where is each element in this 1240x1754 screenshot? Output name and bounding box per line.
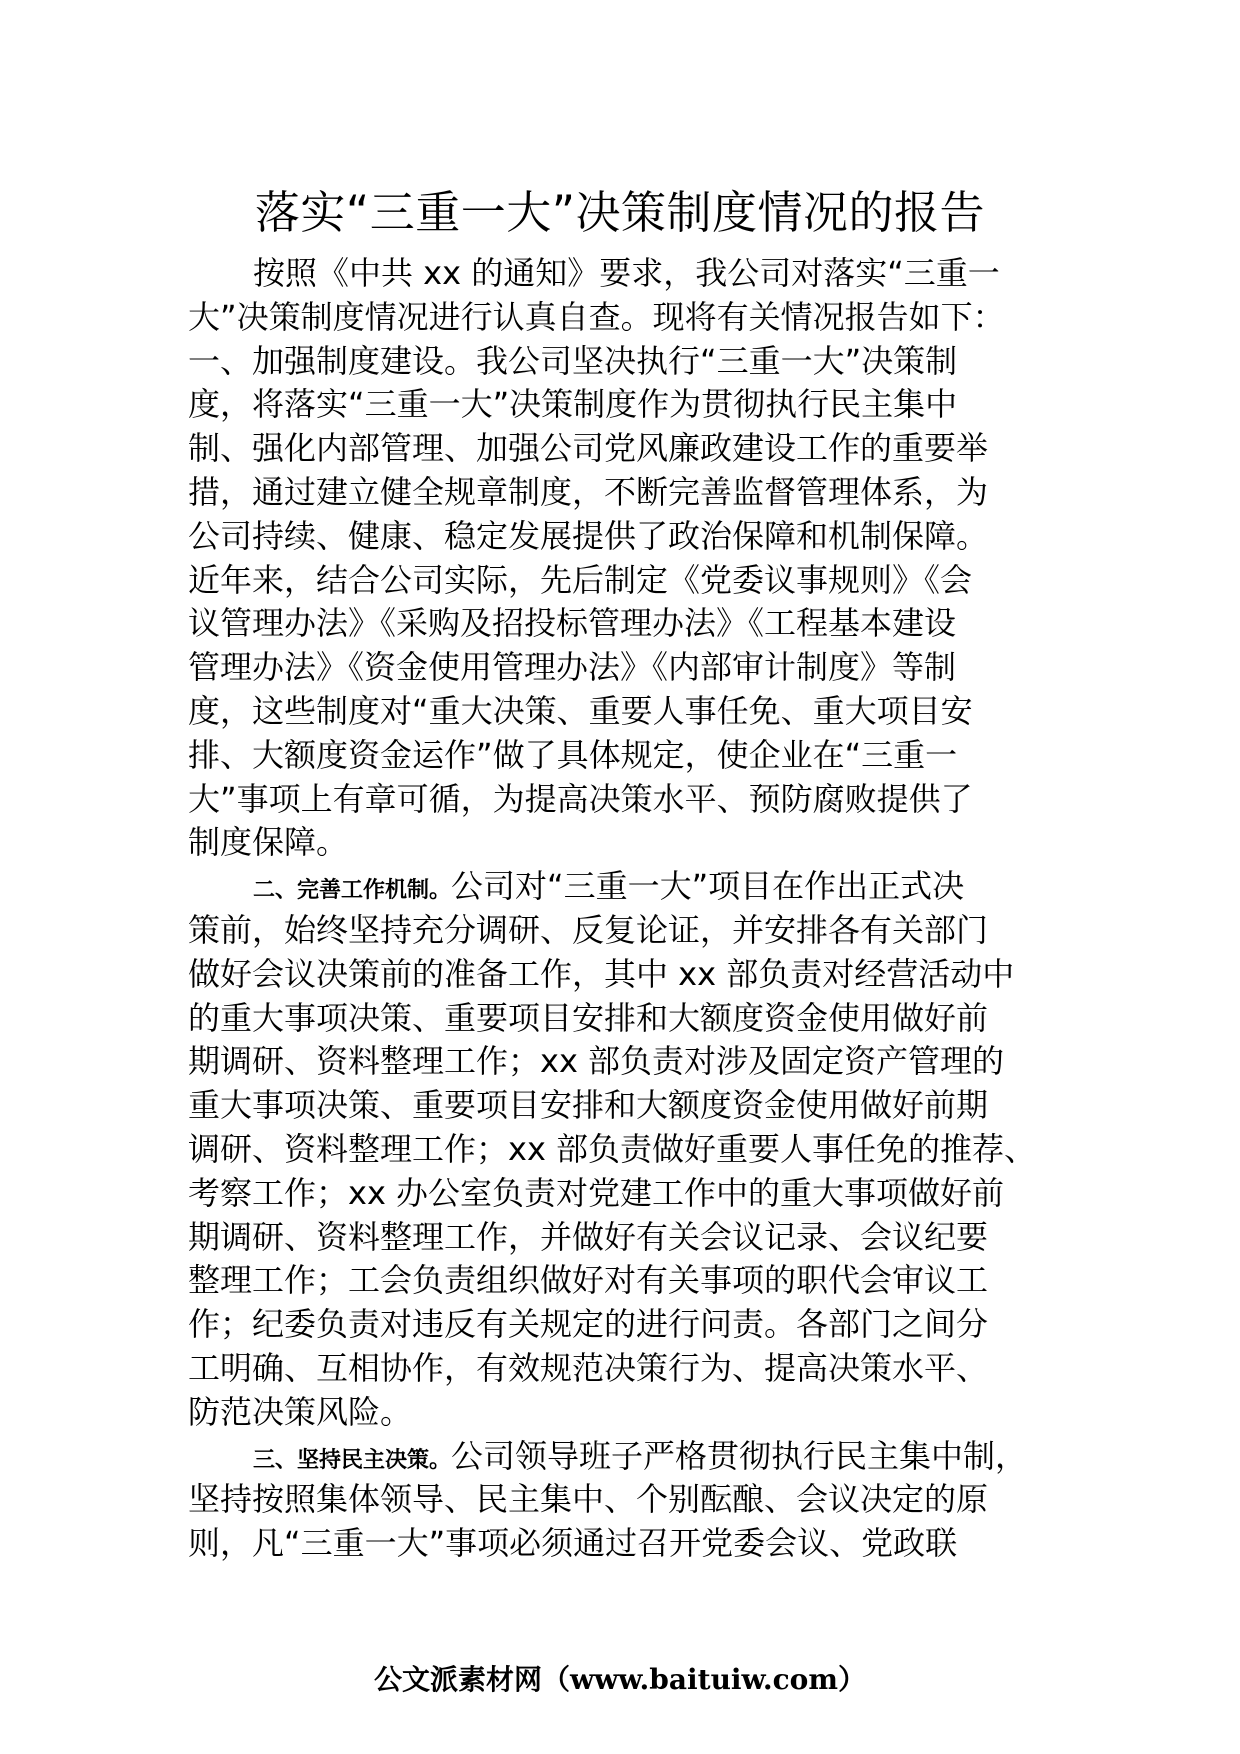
body-line: 工明确、互相协作，有效规范决策行为、提高决策水平、: [188, 1348, 989, 1387]
body-line: 议管理办法》《采购及招投标管理办法》《工程基本建设: [188, 604, 957, 643]
body-line: 调研、资料整理工作；xx 部负责做好重要人事任免的推荐、: [188, 1129, 1037, 1168]
body-line: 大”事项上有章可循，为提高决策水平、预防腐败提供了: [188, 779, 973, 818]
body-line: 管理办法》《资金使用管理办法》《内部审计制度》等制: [188, 648, 957, 687]
body-line: 制度保障。: [188, 823, 349, 862]
body-line: 期调研、资料整理工作；xx 部负责对涉及固定资产管理的: [188, 1042, 1005, 1081]
body-line: 排、大额度资金运作”做了具体规定，使企业在“三重一: [188, 735, 958, 774]
body-line: 公司持续、健康、稳定发展提供了政治保障和机制保障。: [188, 516, 989, 555]
section-3-first-text: 公司领导班子严格贯彻执行民主集中制，: [451, 1436, 1028, 1475]
section-3-heading: 三、坚持民主决策。: [253, 1447, 452, 1473]
document-body: [188, 252, 1056, 1566]
document-title: 落实“三重一大”决策制度情况的报告: [254, 186, 986, 239]
body-line: 期调研、资料整理工作，并做好有关会议记录、会议纪要: [188, 1217, 989, 1256]
body-line: 制、强化内部管理、加强公司党风廉政建设工作的重要举: [188, 429, 989, 468]
body-line: 作；纪委负责对违反有关规定的进行问责。各部门之间分: [188, 1305, 989, 1344]
body-line: 的重大事项决策、重要项目安排和大额度资金使用做好前: [188, 998, 989, 1037]
footer-watermark: 公文派素材网（www.baituiw.com）: [374, 1663, 866, 1696]
section-2-first-line: [188, 865, 1056, 909]
section-3-first-line: [188, 1435, 1056, 1479]
body-line: 坚持按照集体领导、民主集中、个别酝酿、会议决定的原: [188, 1480, 989, 1519]
body-line: 一、加强制度建设。我公司坚决执行“三重一大”决策制: [188, 341, 958, 380]
body-line: 防范决策风险。: [188, 1392, 413, 1431]
body-line: 近年来，结合公司实际，先后制定《党委议事规则》《会: [188, 560, 973, 599]
body-line: 重大事项决策、重要项目安排和大额度资金使用做好前期: [188, 1086, 989, 1125]
section-2-first-text: 公司对“三重一大”项目在作出正式决: [451, 867, 965, 906]
body-line: 整理工作；工会负责组织做好对有关事项的职代会审议工: [188, 1261, 989, 1300]
body-line: 策前，始终坚持充分调研、反复论证，并安排各有关部门: [188, 910, 989, 949]
body-line: 措，通过建立健全规章制度，不断完善监督管理体系，为: [188, 472, 989, 511]
body-line: 度，将落实“三重一大”决策制度作为贯彻执行民主集中: [188, 385, 958, 424]
section-2-heading: 二、完善工作机制。: [253, 878, 452, 904]
body-line: 度，这些制度对“重大决策、重要人事任免、重大项目安: [188, 691, 973, 730]
body-line: 做好会议决策前的准备工作，其中 xx 部负责对经营活动中: [188, 954, 1015, 993]
body-line: 则，凡“三重一大”事项必须通过召开党委会议、党政联: [188, 1524, 958, 1563]
body-line: 按照《中共 xx 的通知》要求，我公司对落实“三重一: [253, 254, 1000, 292]
body-line: 考察工作；xx 办公室负责对党建工作中的重大事项做好前: [188, 1173, 1005, 1212]
body-line: 大”决策制度情况进行认真自查。现将有关情况报告如下：: [188, 297, 1005, 336]
